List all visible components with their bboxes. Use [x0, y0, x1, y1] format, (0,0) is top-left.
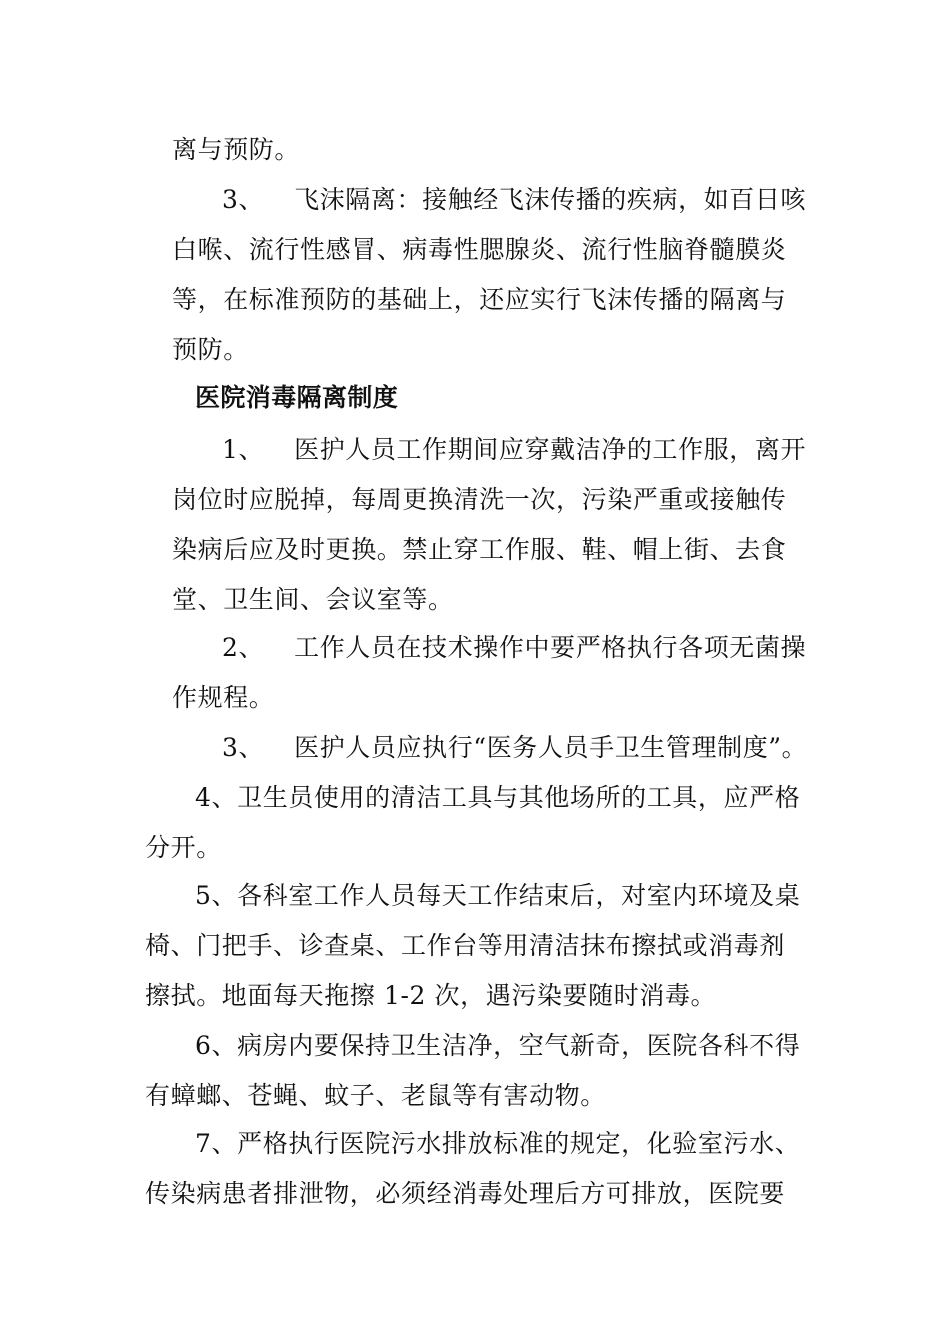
rule-number: 3、 [222, 733, 265, 762]
rule-4-line-1: 4、卫生员使用的清洁工具与其他场所的工具，应严格 [195, 783, 801, 812]
item-3-droplet-line-1 [222, 184, 806, 216]
rule-text: 工作人员在技术操作中要严格执行各项无菌操 [294, 633, 807, 662]
item-3-droplet-line-3: 等，在标准预防的基础上，还应实行飞沫传播的隔离与 [172, 285, 787, 314]
paragraph-continuation-line: 离与预防。 [172, 135, 301, 164]
rule-5-line-1: 5、各科室工作人员每天工作结束后，对室内环境及桌 [195, 881, 801, 910]
item-text: 飞沫隔离：接触经飞沫传播的疾病，如百日咳 [294, 185, 807, 214]
item-3-droplet-line-4: 预防。 [172, 335, 249, 364]
rule-number: 2、 [222, 633, 265, 662]
rule-text: 医护人员应执行“医务人员手卫生管理制度”。 [294, 733, 808, 762]
rule-6-line-2: 有蟑螂、苍蝇、蚊子、老鼠等有害动物。 [145, 1081, 606, 1110]
rule-1-line-3: 染病后应及时更换。禁止穿工作服、鞋、帽上街、去食 [172, 535, 787, 564]
rule-7-line-1: 7、严格执行医院污水排放标准的规定，化验室污水、 [195, 1129, 801, 1158]
rule-7-line-2: 传染病患者排泄物，必须经消毒处理后方可排放，医院要 [145, 1179, 786, 1208]
rule-text: 医护人员工作期间应穿戴洁净的工作服，离开 [294, 435, 807, 464]
rule-5-line-2: 椅、门把手、诊查桌、工作台等用清洁抹布擦拭或消毒剂 [145, 931, 786, 960]
rule-5-line-3: 擦拭。地面每天拖擦 1-2 次，遇污染要随时消毒。 [145, 981, 717, 1010]
rule-2-line-2: 作规程。 [172, 683, 275, 712]
rule-6-line-1: 6、病房内要保持卫生洁净，空气新奇，医院各科不得 [195, 1031, 801, 1060]
rule-1-line-2: 岗位时应脱掉，每周更换清洗一次，污染严重或接触传 [172, 485, 787, 514]
item-number: 3、 [222, 185, 265, 214]
rule-1-line-4: 堂、卫生间、会议室等。 [172, 585, 454, 614]
rule-2-line-1 [222, 632, 806, 664]
item-3-droplet-line-2: 白喉、流行性感冒、病毒性腮腺炎、流行性脑脊髓膜炎 [172, 235, 787, 264]
rule-4-line-2: 分开。 [145, 833, 222, 862]
rule-1-line-1 [222, 434, 806, 466]
rule-3-line-1 [222, 732, 807, 764]
rule-number: 1、 [222, 435, 265, 464]
section-heading: 医院消毒隔离制度 [195, 383, 399, 412]
